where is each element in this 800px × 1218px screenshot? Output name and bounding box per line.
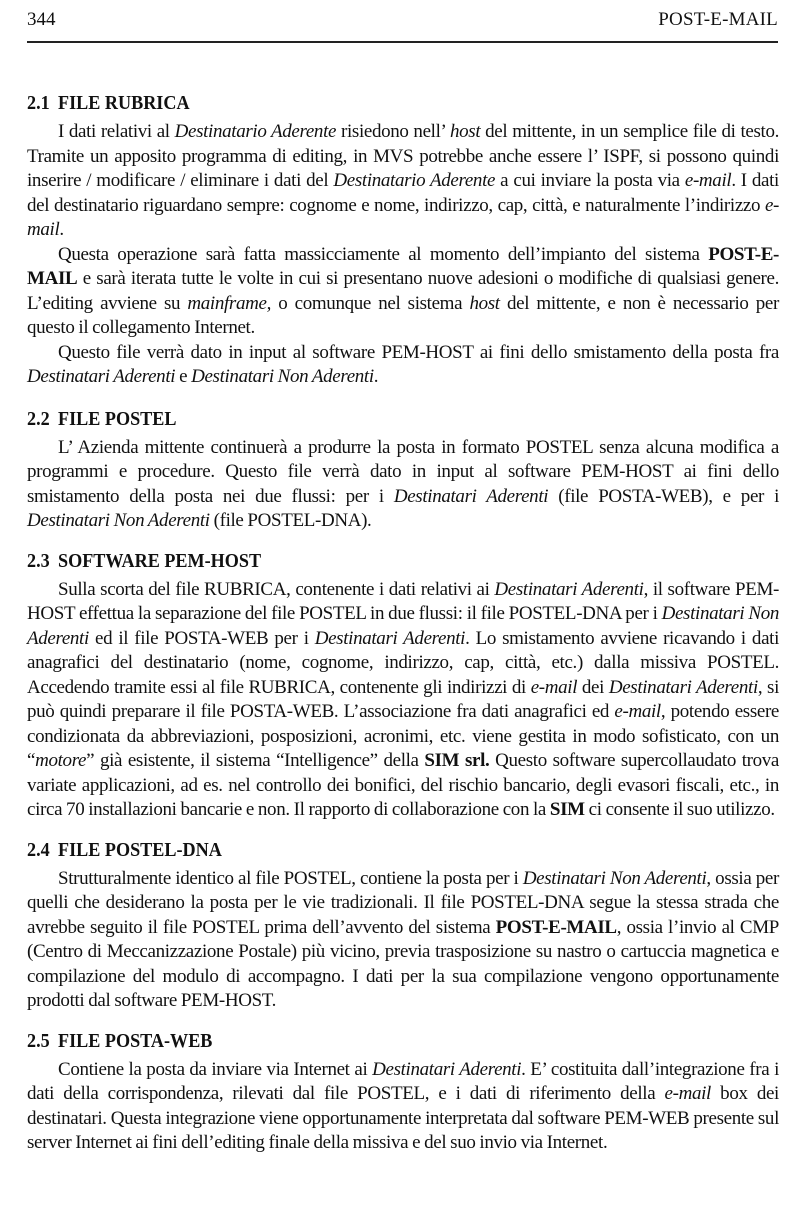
page-header xyxy=(27,9,778,43)
emphasis-text: Destinatari Aderenti xyxy=(27,366,176,387)
emphasis-text: Destinatari Aderenti xyxy=(494,578,644,600)
emphasis-text: host xyxy=(469,292,500,314)
emphasis-text: Destinatari Aderenti xyxy=(393,485,549,507)
emphasis-text: e-mail xyxy=(614,701,661,722)
bold-text: SIM srl. xyxy=(424,750,490,771)
emphasis-text: e-mail xyxy=(27,194,779,240)
section-number: 2.4 xyxy=(27,839,50,861)
emphasis-text: Destinatari Aderenti xyxy=(372,1058,522,1080)
section-number: 2.2 xyxy=(27,408,50,430)
section-heading xyxy=(27,839,726,863)
paragraph: Strutturalmente identico al file POSTEL, contiene la posta per i Destinatari Non Aderenti, ossia per quelli che desiderano la posta per le vie tradizionali. Il file POSTEL-DNA segue la stessa strada che avrebbe seguito il file POSTEL prima dell’avvento del sistema POST-E-MAIL, ossia l’invio al CMP (Centro di Meccanizzazione Postale) più vicino, previa trasposizione su nastro o cartuccia magnetica e compilazione del modulo di accompagno. I dati per la sua compilazione vengono opportunamente prodotti dal software PEM-HOST. xyxy=(27,867,780,1011)
paragraph: L’ Azienda mittente continuerà a produrre la posta in formato POSTEL senza alcuna modifica a programmi e procedure. Questo file verrà dato in input al software PEM-HOST ai fini dello smistamento della posta nei due flussi: per i Destinatari Aderenti (file POSTA-WEB), e per i Destinatari Non Aderenti (file POSTEL-DNA). xyxy=(27,436,779,531)
running-head: POST-E-MAIL xyxy=(658,9,778,30)
emphasis-text: Destinatari Non Aderenti xyxy=(522,867,707,889)
emphasis-text: Destinatario Aderente xyxy=(174,121,337,142)
section-title: FILE POSTEL xyxy=(58,408,177,430)
emphasis-text: motore xyxy=(35,750,87,771)
section-title: FILE POSTA-WEB xyxy=(58,1030,213,1052)
section-heading xyxy=(27,1030,726,1054)
section-file-posta-web xyxy=(27,1030,779,1156)
section-file-postel xyxy=(27,408,779,534)
bold-text: POST-E-MAIL xyxy=(27,243,779,289)
paragraph: I dati relativi al Destinatario Aderente risiedono nell’ host del mittente, in un semplice file di testo. Tramite un apposito programma di editing, in MVS potrebbe anche essere l’ ISPF, si possono quindi inserire / modificare / eliminare i dati del Destinatario Aderente a cui inviare la posta via e-mail. I dati del destinatario riguardano sempre: cognome e nome, indirizzo, cap, città, e naturalmente l’indirizzo e-mail. xyxy=(27,121,779,240)
section-file-rubrica xyxy=(27,92,779,390)
section-heading xyxy=(27,408,726,432)
paragraph: Contiene la posta da inviare via Internet ai Destinatari Aderenti. E’ costituita dall’integrazione fra i dati della corrispondenza, rilevati dal file POSTEL, e i dati di riferimento della e-mail box dei destinatari. Questa integrazione viene opportunamente interpretata dal software PEM-WEB presente sul server Internet ai fini dell’editing finale della missiva e del suo invio via Internet. xyxy=(27,1058,779,1153)
section-heading xyxy=(27,550,726,574)
emphasis-text: host xyxy=(449,121,481,142)
emphasis-text: Destinatari Aderenti xyxy=(314,627,466,649)
emphasis-text: Destinatari Non Aderenti xyxy=(27,510,210,531)
section-title: FILE RUBRICA xyxy=(58,93,190,114)
emphasis-text: e-mail xyxy=(664,1083,711,1104)
paragraph: Sulla scorta del file RUBRICA, contenente i dati relativi ai Destinatari Aderenti, il software PEM-HOST effettua la separazione del file POSTEL in due flussi: il file POSTEL-DNA per i Destinatari Non Aderenti ed il file POSTA-WEB per i Destinatari Aderenti. Lo smistamento avviene ricavando i dati anagrafici del destinatario (nome, cognome, indirizzo, cap, città, etc.) dalla missiva POSTEL. Accedendo tramite essi al file RUBRICA, contenente gli indirizzi di e-mail dei Destinatari Aderenti, si può quindi preparare il file POSTA-WEB. L’associazione fra dati anagrafici ed e-mail, potendo essere condizionata da abbreviazioni, posposizioni, acronimi, etc. viene gestita in modo sofisticato, con un “motore” già esistente, il sistema “Intelligence” della SIM srl. Questo software supercollaudato trova variate applicazioni, ad es. nel controllo dei bonifici, del rischio bancario, degli evasori fiscali, etc., in circa 70 installazioni bancarie e non. Il rapporto di collaborazione con la SIM ci consente il suo utilizzo. xyxy=(27,578,780,820)
emphasis-text: Destinatari Non Aderenti xyxy=(27,603,779,649)
section-number: 2.3 xyxy=(27,550,50,572)
emphasis-text: mainframe, xyxy=(187,292,271,314)
section-number: 2.1 xyxy=(27,93,50,114)
section-heading xyxy=(27,92,726,116)
section-file-postel-dna xyxy=(27,839,779,1014)
page-number: 344 xyxy=(27,9,56,30)
section-title: FILE POSTEL-DNA xyxy=(58,839,222,861)
section-number: 2.5 xyxy=(27,1030,50,1052)
page-body xyxy=(27,92,779,1156)
emphasis-text: e-mail xyxy=(530,676,578,698)
bold-text: POST-E-MAIL xyxy=(495,916,617,938)
section-title: SOFTWARE PEM-HOST xyxy=(58,550,262,572)
emphasis-text: Destinatari Aderenti xyxy=(608,676,758,698)
paragraph: Questa operazione sarà fatta massicciamente al momento dell’impianto del sistema POST-E-MAIL e sarà iterata tutte le volte in cui si presentano nuove adesioni o modifiche di qualsiasi genere. L’editing avviene su mainframe, o comunque nel sistema host del mittente, e non è necessario per questo il collegamento Internet. xyxy=(27,243,779,338)
emphasis-text: Destinatari Non Aderenti xyxy=(191,366,374,387)
emphasis-text: e-mail xyxy=(684,170,732,191)
bold-text: SIM xyxy=(549,799,585,820)
paragraph: Questo file verrà dato in input al software PEM-HOST ai fini dello smistamento della posta fra Destinatari Aderenti e Destinatari Non Aderenti. xyxy=(27,341,779,387)
section-software-pem-host xyxy=(27,550,779,823)
emphasis-text: Destinatario Aderente xyxy=(333,170,496,191)
